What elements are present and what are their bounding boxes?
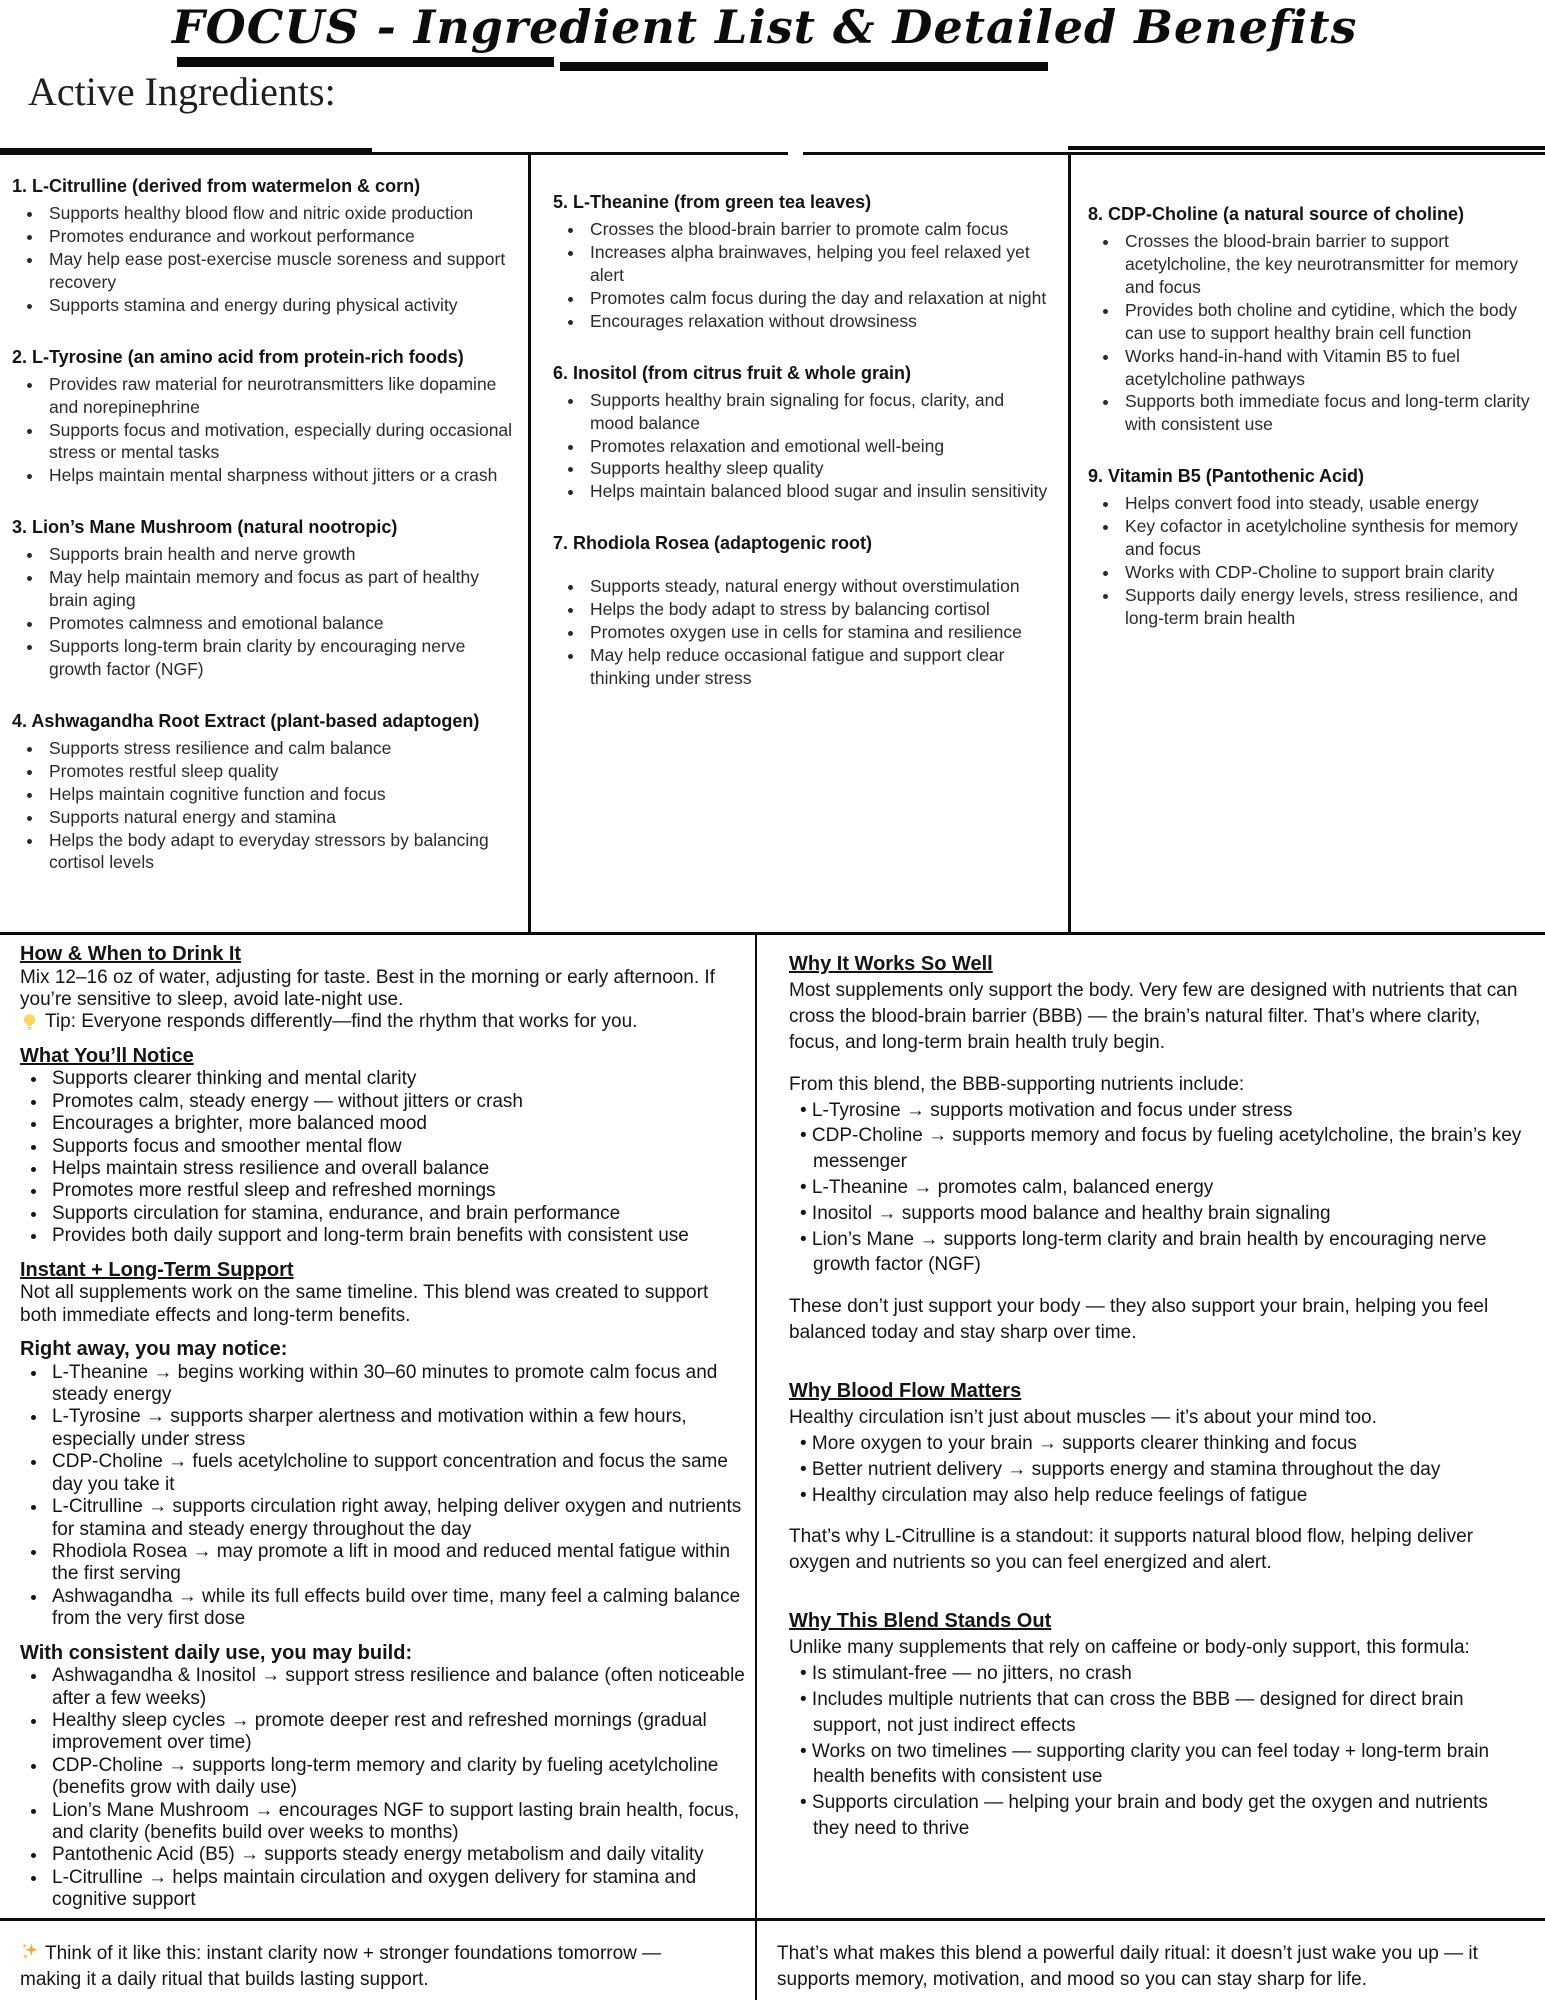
benefit-item: • Promotes relaxation and emotional well-being — [585, 435, 1050, 458]
details-section — [0, 935, 1545, 1918]
dot-item: • Includes multiple nutrients that can cross the BBB — designed for direct brain support, not just indirect effects — [800, 1688, 1464, 1736]
section-gap — [789, 1508, 1525, 1524]
dot-item: • More oxygen to your brain → supports clearer thinking and focus — [800, 1432, 1357, 1454]
benefit-item: • Promotes oxygen use in cells for stamina and resilience — [585, 621, 1050, 644]
benefit-item: • Supports healthy sleep quality — [585, 457, 1050, 480]
footer-note-right-text: That’s what makes this blend a powerful daily ritual: it doesn’t just wake you up — it supports memory, motivation, and mood so you can stay sharp for life. — [777, 1943, 1478, 1990]
section-paragraph: Not all supplements work on the same timeline. This blend was created to support both immediate effects and long-term benefits. — [20, 1282, 709, 1326]
benefit-item: • Key cofactor in acetylcholine synthesis for memory and focus — [1120, 515, 1535, 561]
ingredient-benefits — [1088, 230, 1535, 436]
section-heading: Instant + Long-Term Support — [20, 1258, 294, 1281]
benefit-item: • Helps the body adapt to everyday stressors by balancing cortisol levels — [44, 829, 514, 875]
bullet-item: • Helps maintain stress resilience and overall balance — [48, 1158, 745, 1180]
section-gap — [20, 1034, 745, 1045]
footer-row — [0, 1918, 1545, 2000]
dot-item: • Lion’s Mane → supports long-term clarity and brain health by encouraging nerve growth factor (NGF) — [800, 1228, 1487, 1276]
section-heading: Why It Works So Well — [789, 953, 993, 975]
benefit-item: • Provides both choline and cytidine, which the body can use to support healthy brain cell function — [1120, 299, 1535, 345]
section-gap — [789, 1362, 1525, 1378]
bullet-item: • Ashwagandha → while its full effects build over time, many feel a calming balance from the very first dose — [48, 1586, 745, 1631]
section-gap — [20, 1631, 745, 1642]
dot-item: • Works on two timelines — supporting clarity you can feel today + long-term brain health benefits with consistent use — [800, 1740, 1490, 1788]
benefit-item: • Promotes restful sleep quality — [44, 760, 514, 783]
page-title: FOCUS - Ingredient List & Detailed Benefits — [172, 0, 1358, 54]
dot-item: • Healthy circulation may also help reduce feelings of fatigue — [800, 1484, 1308, 1506]
section-heading: Why Blood Flow Matters — [789, 1379, 1022, 1402]
title-underline-2 — [560, 62, 1048, 71]
ingredient-block — [553, 191, 1050, 333]
title-underline — [177, 57, 554, 67]
bullet-item: • L-Citrulline → supports circulation right away, helping deliver oxygen and nutrients for stamina and steady energy throughout the day — [48, 1496, 745, 1541]
ingredient-block — [1088, 203, 1535, 436]
section-paragraph: Healthy circulation isn’t just about muscles — it’s about your mind too. — [789, 1407, 1377, 1429]
ingredient-heading: 6. Inositol (from citrus fruit & whole grain) — [553, 362, 912, 383]
ingredient-heading: 4. Ashwagandha Root Extract (plant-based adaptogen) — [12, 710, 480, 731]
section-gap — [789, 1278, 1525, 1294]
section-heading: What You’ll Notice — [20, 1044, 194, 1067]
section-paragraph: From this blend, the BBB-supporting nutrients include: — [789, 1073, 1245, 1095]
section-subheading: Right away, you may notice: — [20, 1338, 288, 1361]
benefit-item: • Promotes endurance and workout performance — [44, 225, 514, 248]
bullet-item: • L-Theanine → begins working within 30–60 minutes to promote calm focus and steady energy — [48, 1362, 745, 1407]
section-gap — [20, 1327, 745, 1338]
benefit-item: • Helps convert food into steady, usable energy — [1120, 492, 1535, 515]
dot-list — [789, 1431, 1525, 1508]
benefit-item: • May help maintain memory and focus as part of healthy brain aging — [44, 566, 514, 612]
bullet-item: • Supports focus and smoother mental flow — [48, 1136, 745, 1158]
ingredient-block — [553, 532, 1050, 690]
active-ingredients-heading: Active Ingredients: — [28, 69, 336, 114]
bullet-item: • Encourages a brighter, more balanced mood — [48, 1113, 745, 1135]
benefit-item: • Helps maintain cognitive function and focus — [44, 783, 514, 806]
section-heading: Why This Blend Stands Out — [789, 1610, 1052, 1633]
bullet-item: • Healthy sleep cycles → promote deeper rest and refreshed mornings (gradual improvement over time) — [48, 1710, 745, 1755]
benefit-item: • May help ease post-exercise muscle soreness and support recovery — [44, 248, 514, 294]
bullet-item: • L-Citrulline → helps maintain circulation and oxygen delivery for stamina and cognitive support — [48, 1867, 745, 1912]
ingredient-benefits — [12, 737, 514, 875]
ingredient-benefits — [12, 543, 514, 681]
benefit-item: • Works hand-in-hand with Vitamin B5 to fuel acetylcholine pathways — [1120, 345, 1535, 391]
section-paragraph: That’s why L-Citrulline is a standout: it supports natural blood flow, helping deliver oxygen and nutrients so you can feel energized and alert. — [789, 1526, 1474, 1574]
bullet-item: • Promotes more restful sleep and refreshed mornings — [48, 1180, 745, 1202]
bullet-item: • Ashwagandha & Inositol → support stress resilience and balance (often noticeable after a few weeks) — [48, 1665, 745, 1710]
bullet-item: • Rhodiola Rosea → may promote a lift in mood and reduced mental fatigue within the first serving — [48, 1541, 745, 1586]
ingredient-block — [553, 362, 1050, 504]
section-subheading: With consistent daily use, you may build: — [20, 1641, 413, 1664]
document-header — [0, 0, 1545, 152]
ingredient-heading: 5. L-Theanine (from green tea leaves) — [553, 192, 872, 212]
dot-item: • L-Tyrosine → supports motivation and focus under stress — [800, 1099, 1293, 1121]
benefit-item: • Supports steady, natural energy without overstimulation — [585, 575, 1050, 598]
dot-item: • L-Theanine → promotes calm, balanced energy — [800, 1176, 1214, 1198]
benefit-item: • Crosses the blood-brain barrier to support acetylcholine, the key neurotransmitter for memory and focus — [1120, 230, 1535, 299]
benefit-item: • Promotes calm focus during the day and relaxation at night — [585, 287, 1050, 310]
ingredient-heading: 9. Vitamin B5 (Pantothenic Acid) — [1088, 466, 1365, 487]
dot-list — [789, 1098, 1525, 1279]
benefit-item: • Encourages relaxation without drowsiness — [585, 310, 1050, 333]
bullet-item: • CDP-Choline → supports long-term memory and clarity by fueling acetylcholine (benefits grow with daily use) — [48, 1755, 745, 1800]
bullet-list — [20, 1068, 745, 1247]
footer-note-right — [757, 1921, 1545, 2000]
dot-item: • Inositol → supports mood balance and healthy brain signaling — [800, 1202, 1331, 1224]
ingredient-heading: 1. L-Citrulline (derived from watermelon & corn) — [12, 176, 421, 196]
table-top-border-gap — [788, 150, 803, 156]
ingredients-column-1 — [0, 155, 528, 932]
ingredient-benefits — [1088, 492, 1535, 630]
ingredient-block — [1088, 465, 1535, 630]
section-paragraph: These don’t just support your body — they also support your brain, helping you feel balanced today and stay sharp over time. — [789, 1296, 1489, 1344]
benefit-item: • Supports both immediate focus and long-term clarity with consistent use — [1120, 390, 1535, 436]
section-gap — [789, 1592, 1525, 1608]
benefit-item: • Works with CDP-Choline to support brain clarity — [1120, 561, 1535, 584]
bullet-item: • Pantothenic Acid (B5) → supports steady energy metabolism and daily vitality — [48, 1844, 745, 1866]
benefit-item: • Supports brain health and nerve growth — [44, 543, 514, 566]
ingredient-block — [12, 175, 514, 317]
dot-item: • CDP-Choline → supports memory and focus by fueling acetylcholine, the brain’s key messenger — [800, 1125, 1522, 1173]
tip-line — [20, 1011, 745, 1033]
benefit-item: • Supports focus and motivation, especially during occasional stress or mental tasks — [44, 419, 514, 465]
dot-item: • Is stimulant-free — no jitters, no crash — [800, 1663, 1132, 1685]
section-paragraph: Most supplements only support the body. Very few are designed with nutrients that can cross the blood-brain barrier (BBB) — the brain’s natural filter. That’s where clarity, focus, and long-term brain health truly begin. — [789, 980, 1518, 1053]
lightbulb-icon — [20, 1012, 39, 1032]
ingredients-table — [0, 152, 1545, 935]
benefit-item: • May help reduce occasional fatigue and support clear thinking under stress — [585, 644, 1050, 690]
sparkles-icon — [20, 1941, 41, 1962]
benefit-item: • Supports healthy blood flow and nitric oxide production — [44, 202, 514, 225]
benefit-item: • Supports daily energy levels, stress resilience, and long-term brain health — [1120, 584, 1535, 630]
ingredients-column-2 — [528, 155, 1068, 932]
table-top-border-segment — [0, 148, 372, 152]
benefit-item: • Supports stress resilience and calm balance — [44, 737, 514, 760]
ingredient-heading: 8. CDP-Choline (a natural source of choline) — [1088, 204, 1465, 224]
section-gap — [789, 1346, 1525, 1362]
benefit-item: • Helps maintain mental sharpness without jitters or a crash — [44, 464, 514, 487]
bullet-item: • Promotes calm, steady energy — without jitters or crash — [48, 1091, 745, 1113]
benefit-item: • Supports healthy brain signaling for focus, clarity, and mood balance — [585, 389, 1050, 435]
benefit-item: • Crosses the blood-brain barrier to promote calm focus — [585, 218, 1050, 241]
why-column — [757, 935, 1545, 1918]
ingredient-benefits — [553, 575, 1050, 690]
ingredient-block — [12, 516, 514, 681]
ingredient-benefits — [553, 218, 1050, 333]
ingredient-heading: 7. Rhodiola Rosea (adaptogenic root) — [553, 533, 873, 554]
footer-note-left — [0, 1921, 757, 2000]
ingredient-heading: 3. Lion’s Mane Mushroom (natural nootropic) — [12, 517, 398, 538]
tip-text: Tip: Everyone responds differently—find the rhythm that works for you. — [45, 1011, 638, 1033]
bullet-item: • Supports clearer thinking and mental clarity — [48, 1068, 745, 1090]
bullet-item: • Provides both daily support and long-term brain benefits with consistent use — [48, 1225, 745, 1247]
ingredient-heading: 2. L-Tyrosine (an amino acid from protein-rich foods) — [12, 346, 464, 367]
benefit-item: • Promotes calmness and emotional balance — [44, 612, 514, 635]
section-paragraph: Unlike many supplements that rely on caffeine or body-only support, this formula: — [789, 1637, 1470, 1659]
benefit-item: • Provides raw material for neurotransmitters like dopamine and norepinephrine — [44, 373, 514, 419]
ingredient-benefits — [12, 373, 514, 488]
benefit-item: • Helps maintain balanced blood sugar and insulin sensitivity — [585, 480, 1050, 503]
dot-item: • Better nutrient delivery → supports energy and stamina throughout the day — [800, 1458, 1441, 1480]
section-paragraph: Mix 12–16 oz of water, adjusting for taste. Best in the morning or early afternoon. If you’re sensitive to sleep, avoid late-night use. — [20, 966, 715, 1010]
benefit-item: • Supports natural energy and stamina — [44, 806, 514, 829]
bullet-list — [20, 1665, 745, 1911]
dot-list — [789, 1661, 1525, 1842]
table-top-border-segment — [1068, 146, 1545, 150]
benefit-item: • Supports stamina and energy during physical activity — [44, 294, 514, 317]
section-gap — [20, 1248, 745, 1259]
benefit-item: • Supports long-term brain clarity by encouraging nerve growth factor (NGF) — [44, 635, 514, 681]
bullet-item: • Lion’s Mane Mushroom → encourages NGF to support lasting brain health, focus, and clarity (benefits build over weeks to months) — [48, 1800, 745, 1845]
bullet-item: • L-Tyrosine → supports sharper alertness and motivation within a few hours, especially under stress — [48, 1406, 745, 1451]
bullet-item: • Supports circulation for stamina, endurance, and brain performance — [48, 1203, 745, 1225]
usage-column — [0, 935, 757, 1918]
ingredient-benefits — [12, 202, 514, 317]
benefit-item: • Increases alpha brainwaves, helping you feel relaxed yet alert — [585, 241, 1050, 287]
bullet-list — [20, 1362, 745, 1631]
ingredient-benefits — [553, 389, 1050, 504]
ingredient-block — [12, 710, 514, 875]
section-gap — [789, 1576, 1525, 1592]
benefit-item: • Helps the body adapt to stress by balancing cortisol — [585, 598, 1050, 621]
dot-item: • Supports circulation — helping your brain and body get the oxygen and nutrients they need to thrive — [800, 1792, 1488, 1840]
bullet-item: • CDP-Choline → fuels acetylcholine to support concentration and focus the same day you take it — [48, 1451, 745, 1496]
section-gap — [789, 1056, 1525, 1072]
ingredient-block — [12, 346, 514, 488]
section-heading: How & When to Drink It — [20, 943, 242, 965]
ingredients-column-3 — [1068, 155, 1545, 932]
footer-note-left-text: Think of it like this: instant clarity now + stronger foundations tomorrow — making it a daily ritual that builds lasting support. — [20, 1943, 662, 1990]
